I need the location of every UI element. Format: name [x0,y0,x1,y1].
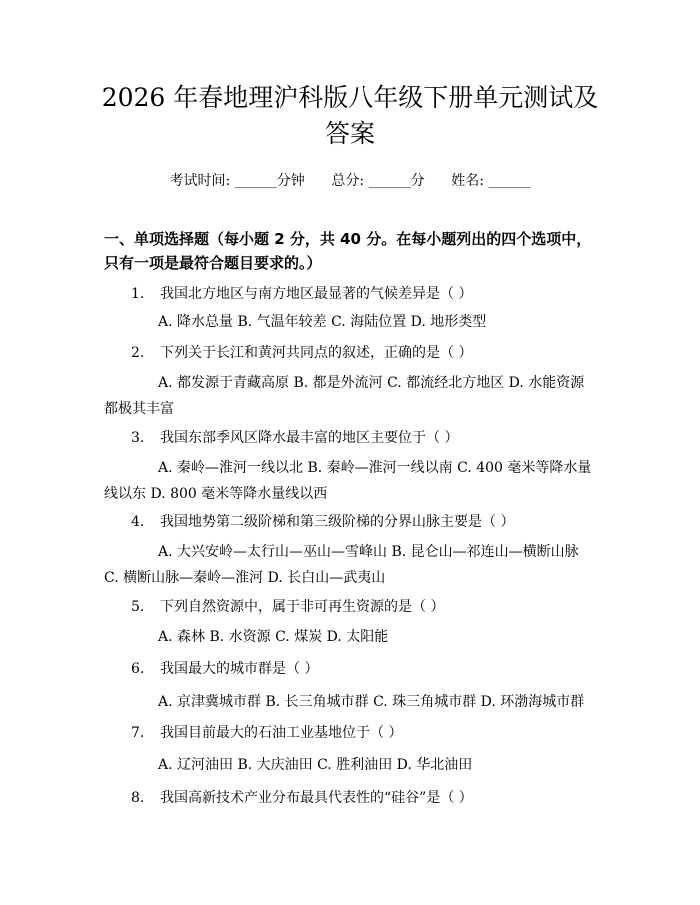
question-number: 5. [131,599,145,615]
question-text: 我国最大的城市群是（ ） [160,661,319,677]
question-number: 7. [131,725,145,741]
question-number: 8. [131,790,145,806]
question-options: A. 大兴安岭—太行山—巫山—雪峰山 B. 昆仑山—祁连山—横断山脉 C. 横断山脉—秦岭—淮河 D. 长白山—武夷山 [104,544,579,586]
question-number: 6. [131,661,145,677]
question-stem [104,656,594,682]
question-text: 我国东部季风区降水最丰富的地区主要位于（ ） [160,430,459,446]
question-options: A. 森林 B. 水资源 C. 煤炭 D. 太阳能 [158,629,389,645]
title-line-1: 2026 年春地理沪科版八年级下册单元测试及 [101,83,599,112]
question-options: A. 京津冀城市群 B. 长三角城市群 C. 珠三角城市群 D. 环渤海城市群 [158,694,585,710]
question-stem [104,509,594,535]
question-options: A. 都发源于青藏高原 B. 都是外流河 C. 都流经北方地区 D. 水能资源都极其丰富 [104,375,585,417]
section-heading: 一、单项选择题（每小题 2 分，共 40 分。在每小题列出的四个选项中，只有一项是最符合题目要求的。） [104,230,592,272]
question-text: 我国地势第二级阶梯和第三级阶梯的分界山脉主要是（ ） [160,514,515,530]
exam-info-line: 考试时间: ______分钟 总分: ______分 姓名: ______ [169,173,531,189]
question-number: 2. [131,345,145,361]
question-text: 下列自然资源中，属于非可再生资源的是（ ） [160,599,445,615]
question-number: 1. [131,286,145,302]
question-stem [104,340,594,366]
question-text: 我国高新技术产业分布最具代表性的“硅谷”是（ ） [160,790,473,806]
question-stem [104,594,594,620]
question-stem [104,720,594,746]
question-number: 3. [131,430,145,446]
document-title [60,80,640,152]
question-text: 我国北方地区与南方地区最显著的气候差异是（ ） [160,286,473,302]
question-options: A. 辽河油田 B. 大庆油田 C. 胜利油田 D. 华北油田 [158,757,473,773]
question-text: 下列关于长江和黄河共同点的叙述，正确的是（ ） [160,345,473,361]
question-number: 4. [131,514,145,530]
question-options: A. 降水总量 B. 气温年较差 C. 海陆位置 D. 地形类型 [158,314,487,330]
title-line-2: 答案 [324,119,375,148]
question-text: 我国目前最大的石油工业基地位于（ ） [160,725,403,741]
question-stem [104,425,594,451]
question-stem [104,785,594,811]
question-options: A. 秦岭—淮河一线以北 B. 秦岭—淮河一线以南 C. 400 毫米等降水量线以东 D. 800 毫米等降水量线以西 [104,460,592,502]
question-stem [104,281,594,307]
